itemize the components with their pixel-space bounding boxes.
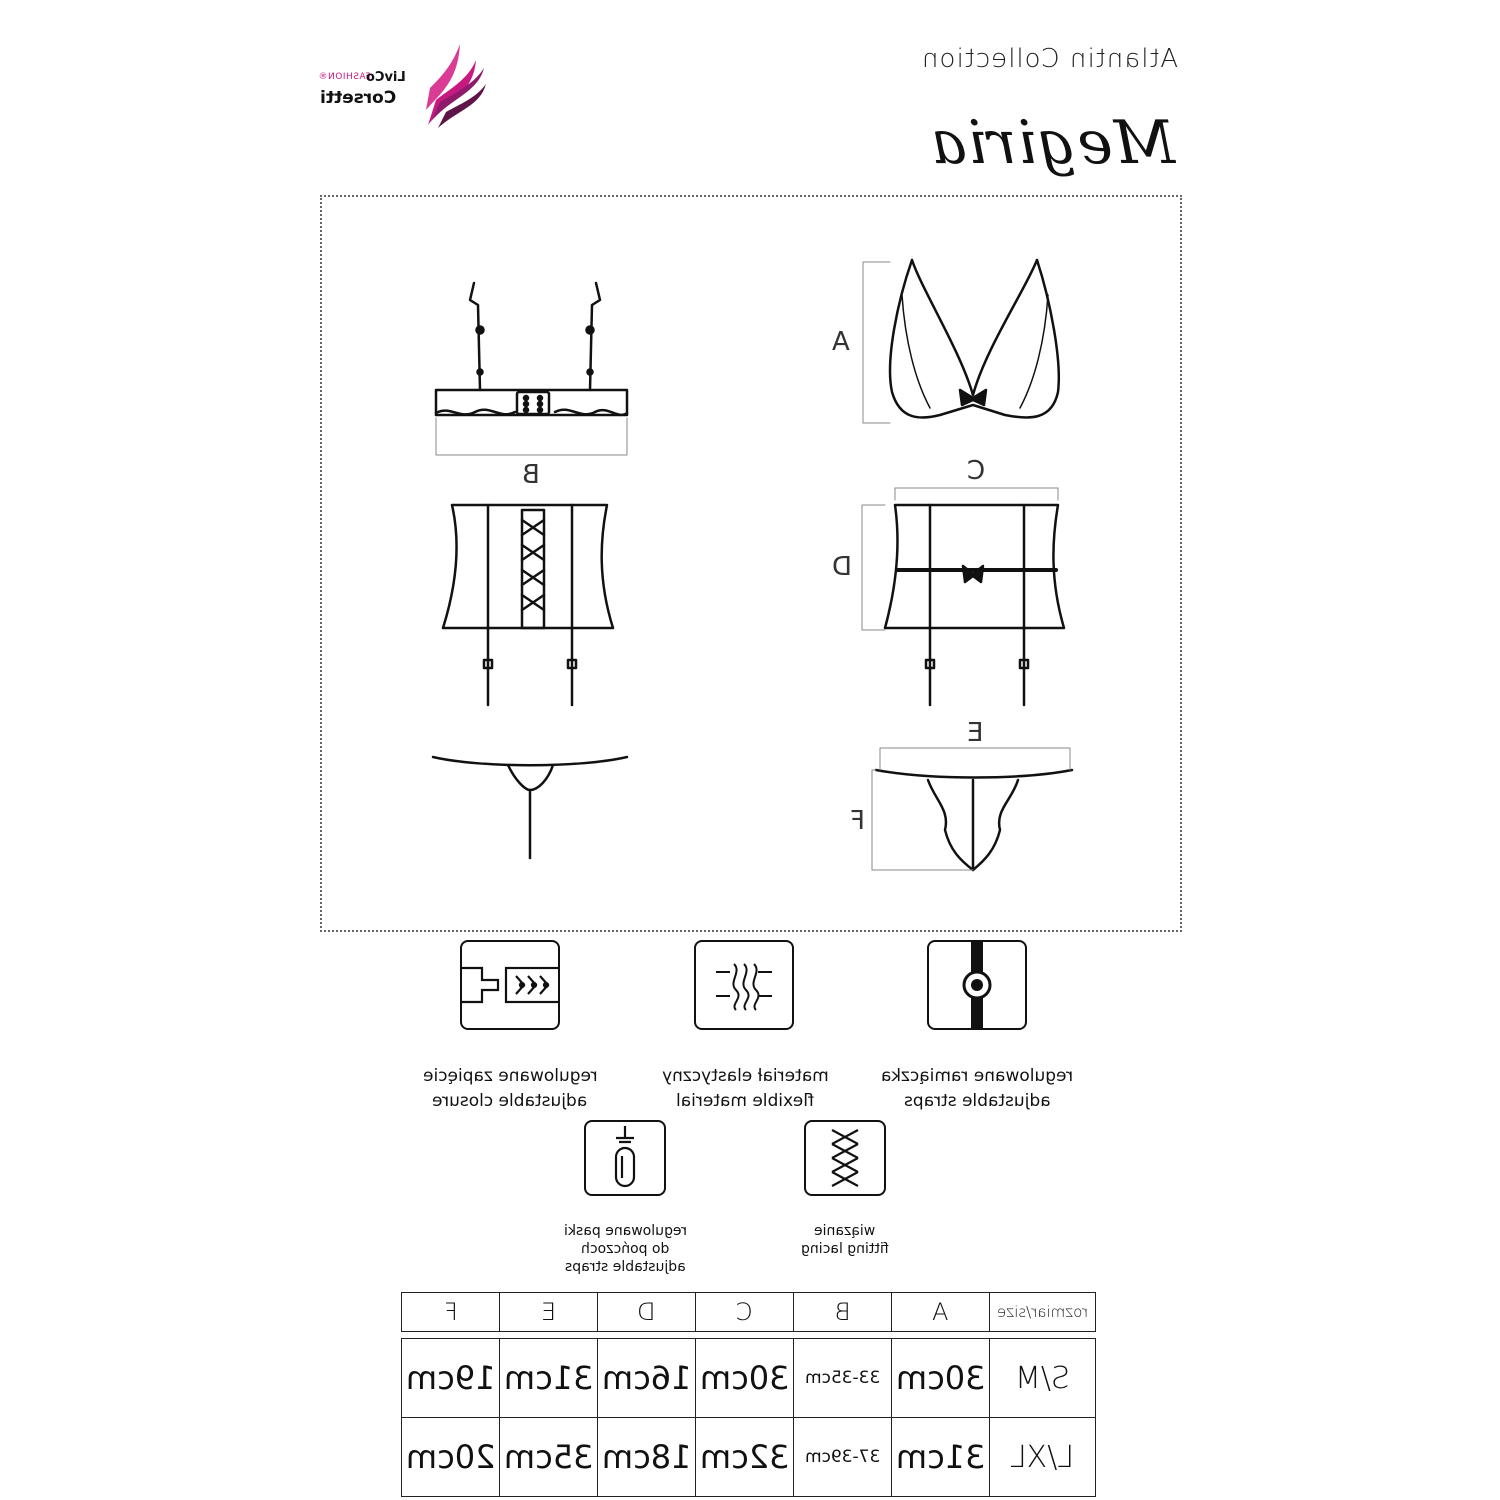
feature-straps-en: adjustable straps bbox=[903, 1091, 1051, 1111]
cell-sm-c: 30cm bbox=[696, 1339, 794, 1418]
cell-sm-a: 30cm bbox=[892, 1339, 990, 1418]
header-d: D bbox=[598, 1293, 696, 1332]
brand-name-line2: Corsetti bbox=[320, 88, 397, 108]
size-row-sm bbox=[402, 1339, 1096, 1418]
header-f: F bbox=[402, 1293, 500, 1332]
size-row-lxl bbox=[402, 1418, 1096, 1497]
wing-logo-icon bbox=[418, 40, 488, 130]
feature-label-material bbox=[640, 1064, 850, 1114]
lacing-icon bbox=[804, 1120, 886, 1196]
header-c: C bbox=[696, 1293, 794, 1332]
cell-lxl-d: 18cm bbox=[598, 1418, 696, 1497]
feature-label-garter bbox=[540, 1222, 710, 1276]
size-table-header bbox=[402, 1293, 1096, 1332]
header-e: E bbox=[500, 1293, 598, 1332]
cell-lxl-a: 31cm bbox=[892, 1418, 990, 1497]
cell-lxl-f: 20cm bbox=[402, 1418, 500, 1497]
brand-name-line1: LivCo bbox=[366, 70, 406, 85]
feature-label-straps bbox=[862, 1064, 1092, 1114]
brand-fashion-text: FASHION® bbox=[318, 72, 371, 82]
garter-clip-icon bbox=[584, 1120, 666, 1196]
feature-label-lacing bbox=[780, 1222, 910, 1258]
cell-sm-size: S/M bbox=[990, 1339, 1096, 1418]
feature-lacing-pl: wiązanie bbox=[814, 1223, 876, 1239]
cell-lxl-c: 32cm bbox=[696, 1418, 794, 1497]
feature-label-closure bbox=[400, 1064, 620, 1114]
cell-sm-b: 33-35cm bbox=[794, 1339, 892, 1418]
strap-slider-icon bbox=[927, 940, 1027, 1030]
cell-lxl-e: 35cm bbox=[500, 1418, 598, 1497]
model-name: Megiria bbox=[929, 108, 1175, 178]
size-table bbox=[401, 1292, 1096, 1497]
cell-sm-e: 31cm bbox=[500, 1339, 598, 1418]
dimension-label-a: A bbox=[832, 327, 850, 357]
cell-sm-f: 19cm bbox=[402, 1339, 500, 1418]
product-diagram-frame bbox=[320, 195, 1182, 932]
dimension-label-e: E bbox=[967, 718, 984, 748]
feature-lacing-en: fitting lacing bbox=[801, 1241, 889, 1257]
feature-straps-pl: regulowane ramiączka bbox=[880, 1066, 1074, 1086]
feature-material-pl: materiał elastyczny bbox=[661, 1066, 829, 1086]
header-b: B bbox=[794, 1293, 892, 1332]
brand-logo bbox=[318, 40, 488, 130]
feature-closure-pl: regulowane zapięcie bbox=[422, 1066, 598, 1086]
cell-lxl-b: 37-39cm bbox=[794, 1418, 892, 1497]
feature-garter-pl2: do pończoch bbox=[580, 1241, 670, 1257]
hook-closure-icon bbox=[460, 940, 560, 1030]
cell-sm-d: 16cm bbox=[598, 1339, 696, 1418]
collection-title: Atlantin Collection bbox=[921, 44, 1178, 74]
cell-lxl-size: L/XL bbox=[990, 1418, 1096, 1497]
elastic-waves-icon bbox=[694, 940, 794, 1030]
feature-closure-en: adjustable closure bbox=[432, 1091, 588, 1111]
dimension-label-b: B bbox=[522, 460, 540, 490]
header-size: rozmiar/size bbox=[990, 1293, 1096, 1332]
dimension-label-d: D bbox=[832, 552, 853, 582]
dimension-label-f: F bbox=[850, 806, 865, 836]
header-a: A bbox=[892, 1293, 990, 1332]
dimension-label-c: C bbox=[967, 456, 986, 486]
feature-garter-pl1: regulowane paski bbox=[563, 1223, 687, 1239]
feature-material-en: flexible material bbox=[676, 1091, 814, 1111]
feature-garter-en: adjustable straps bbox=[564, 1259, 686, 1275]
